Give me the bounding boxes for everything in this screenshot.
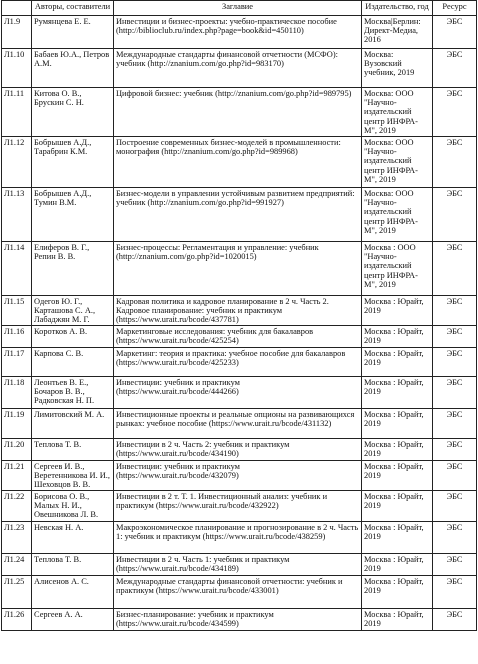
row-resource: ЭБС bbox=[433, 296, 477, 326]
row-number: Л1.25 bbox=[2, 576, 32, 609]
table-row bbox=[2, 576, 477, 609]
row-number: Л1.23 bbox=[2, 522, 32, 554]
table-row bbox=[2, 554, 477, 576]
row-authors: Лимитовский М. А. bbox=[32, 409, 114, 439]
table-row bbox=[2, 461, 477, 491]
row-publisher: Москва : ООО "Научно-издательский центр ИНФРА-М", 2019 bbox=[362, 242, 433, 296]
table-row bbox=[2, 88, 477, 137]
row-resource: ЭБС bbox=[433, 188, 477, 242]
column-header-resource: Ресурс bbox=[433, 1, 477, 16]
row-number: Л1.26 bbox=[2, 609, 32, 631]
row-title: Бизнес-планирование: учебник и практикум (https://www.urait.ru/bcode/434599) bbox=[114, 609, 362, 631]
row-title: Построение современных бизнес-моделей в промышленности: монография (http://znanium.com/go.php?id=989968) bbox=[114, 137, 362, 188]
row-publisher: Москва : Юрайт, 2019 bbox=[362, 348, 433, 377]
row-title: Международные стандарты финансовой отчетности: учебник и практикум (https://www.urait.ru/bcode/433001) bbox=[114, 576, 362, 609]
row-publisher: Москва : Юрайт, 2019 bbox=[362, 439, 433, 461]
row-number: Л1.17 bbox=[2, 348, 32, 377]
row-number: Л1.15 bbox=[2, 296, 32, 326]
table-row bbox=[2, 439, 477, 461]
row-number: Л1.13 bbox=[2, 188, 32, 242]
row-publisher: Москва : Юрайт, 2019 bbox=[362, 377, 433, 409]
row-authors: Борисова О. В., Малых Н. И., Овешникова Л. В. bbox=[32, 491, 114, 522]
row-resource: ЭБС bbox=[433, 439, 477, 461]
table-row bbox=[2, 296, 477, 326]
row-publisher: Москва : Юрайт, 2019 bbox=[362, 576, 433, 609]
row-title: Инвестиции: учебник и практикум (https://www.urait.ru/bcode/432079) bbox=[114, 461, 362, 491]
row-publisher: Москва : Юрайт, 2019 bbox=[362, 554, 433, 576]
column-header-title: Заглавие bbox=[114, 1, 362, 16]
row-resource: ЭБС bbox=[433, 491, 477, 522]
row-publisher: Москва : Юрайт, 2019 bbox=[362, 491, 433, 522]
row-authors: Китова О. В., Брускин С. Н. bbox=[32, 88, 114, 137]
row-title: Маркетинговые исследования: учебник для бакалавров (https://www.urait.ru/bcode/425254) bbox=[114, 326, 362, 348]
column-header-authors: Авторы, составители bbox=[32, 1, 114, 16]
row-authors: Алисенов А. С. bbox=[32, 576, 114, 609]
table-row bbox=[2, 188, 477, 242]
row-authors: Теплова Т. В. bbox=[32, 439, 114, 461]
row-number: Л1.10 bbox=[2, 49, 32, 88]
row-resource: ЭБС bbox=[433, 326, 477, 348]
row-resource: ЭБС bbox=[433, 88, 477, 137]
row-resource: ЭБС bbox=[433, 554, 477, 576]
row-publisher: Москва|Берлин: Директ-Медиа, 2016 bbox=[362, 16, 433, 49]
row-number: Л1.19 bbox=[2, 409, 32, 439]
table-row bbox=[2, 49, 477, 88]
row-title: Макроэкономическое планирование и прогнозирование в 2 ч. Часть 1: учебник и практикум (https://www.urait.ru/bcode/438259) bbox=[114, 522, 362, 554]
row-publisher: Москва : Юрайт, 2019 bbox=[362, 609, 433, 631]
row-resource: ЭБС bbox=[433, 461, 477, 491]
table-row bbox=[2, 326, 477, 348]
row-title: Инвестиционные проекты и реальные опционы на развивающихся рынках: учебное пособие (https://www.urait.ru/bcode/431132) bbox=[114, 409, 362, 439]
row-resource: ЭБС bbox=[433, 49, 477, 88]
row-resource: ЭБС bbox=[433, 348, 477, 377]
row-title: Инвестиции и бизнес-проекты: учебно-практическое пособие (http://biblioclub.ru/index.php?page=book&id=450110) bbox=[114, 16, 362, 49]
row-publisher: Москва : Юрайт, 2019 bbox=[362, 461, 433, 491]
table-row bbox=[2, 348, 477, 377]
table-row bbox=[2, 409, 477, 439]
row-number: Л1.24 bbox=[2, 554, 32, 576]
row-number: Л1.21 bbox=[2, 461, 32, 491]
row-authors: Сергеев И. В., Веретенникова И. И., Шеховцов В. В. bbox=[32, 461, 114, 491]
row-authors: Одегов Ю. Г., Карташова С. А., Лабаджян М. Г. bbox=[32, 296, 114, 326]
row-title: Инвестиции в 2 ч. Часть 2: учебник и практикум (https://www.urait.ru/bcode/434190) bbox=[114, 439, 362, 461]
row-authors: Елиферов В. Г., Репин В. В. bbox=[32, 242, 114, 296]
row-authors: Сергеев А. А. bbox=[32, 609, 114, 631]
row-authors: Леонтьев В. Е., Бочаров В. В., Радковская Н. П. bbox=[32, 377, 114, 409]
row-publisher: Москва : Юрайт, 2019 bbox=[362, 409, 433, 439]
table-row bbox=[2, 609, 477, 631]
row-publisher: Москва: ООО "Научно-издательский центр ИНФРА-М", 2019 bbox=[362, 188, 433, 242]
row-resource: ЭБС bbox=[433, 242, 477, 296]
table-header-row bbox=[2, 1, 477, 16]
row-number: Л1.22 bbox=[2, 491, 32, 522]
row-resource: ЭБС bbox=[433, 522, 477, 554]
row-resource: ЭБС bbox=[433, 16, 477, 49]
row-title: Цифровой бизнес: учебник (http://znanium.com/go.php?id=989795) bbox=[114, 88, 362, 137]
row-resource: ЭБС bbox=[433, 609, 477, 631]
bibliography-table bbox=[1, 0, 477, 631]
row-authors: Румянцева Е. Е. bbox=[32, 16, 114, 49]
row-resource: ЭБС bbox=[433, 137, 477, 188]
row-publisher: Москва: ООО "Научно-издательский центр ИНФРА-М", 2019 bbox=[362, 137, 433, 188]
row-number: Л1.14 bbox=[2, 242, 32, 296]
row-publisher: Москва: ООО "Научно-издательский центр ИНФРА-М", 2019 bbox=[362, 88, 433, 137]
row-authors: Карпова С. В. bbox=[32, 348, 114, 377]
bibliography-page bbox=[1, 0, 478, 631]
row-resource: ЭБС bbox=[433, 377, 477, 409]
row-number: Л1.20 bbox=[2, 439, 32, 461]
column-header-number bbox=[2, 1, 32, 16]
row-title: Бизнес-модели в управлении устойчивым развитием предприятий: учебник (http://znanium.com/go.php?id=991927) bbox=[114, 188, 362, 242]
row-title: Инвестиции в 2 т. Т. 1. Инвестиционный анализ: учебник и практикум (https://www.urait.ru/bcode/432922) bbox=[114, 491, 362, 522]
row-publisher: Москва : Юрайт, 2019 bbox=[362, 326, 433, 348]
row-number: Л1.11 bbox=[2, 88, 32, 137]
row-number: Л1.18 bbox=[2, 377, 32, 409]
column-header-publisher: Издательство, год bbox=[362, 1, 433, 16]
row-number: Л1.16 bbox=[2, 326, 32, 348]
row-publisher: Москва : Юрайт, 2019 bbox=[362, 522, 433, 554]
table-row bbox=[2, 242, 477, 296]
table-row bbox=[2, 491, 477, 522]
row-publisher: Москва : Юрайт, 2019 bbox=[362, 296, 433, 326]
row-authors: Коротков А. В. bbox=[32, 326, 114, 348]
row-title: Инвестиции в 2 ч. Часть 1: учебник и практикум (https://www.urait.ru/bcode/434189) bbox=[114, 554, 362, 576]
row-authors: Теплова Т. В. bbox=[32, 554, 114, 576]
table-row bbox=[2, 137, 477, 188]
row-title: Инвестиции: учебник и практикум (https://www.urait.ru/bcode/444266) bbox=[114, 377, 362, 409]
row-resource: ЭБС bbox=[433, 409, 477, 439]
table-row bbox=[2, 16, 477, 49]
table-row bbox=[2, 522, 477, 554]
row-authors: Бобрышев А.Д., Тарабрин К.М. bbox=[32, 137, 114, 188]
row-number: Л1.9 bbox=[2, 16, 32, 49]
row-authors: Бабаев Ю.А., Петров А.М. bbox=[32, 49, 114, 88]
row-title: Маркетинг: теория и практика: учебное пособие для бакалавров (https://www.urait.ru/bcode/425233) bbox=[114, 348, 362, 377]
row-authors: Невская Н. А. bbox=[32, 522, 114, 554]
row-publisher: Москва: Вузовский учебник, 2019 bbox=[362, 49, 433, 88]
row-title: Международные стандарты финансовой отчетности (МСФО): учебник (http://znanium.com/go.php?id=983170) bbox=[114, 49, 362, 88]
row-resource: ЭБС bbox=[433, 576, 477, 609]
table-row bbox=[2, 377, 477, 409]
row-authors: Бобрышев А.Д., Тумин В.М. bbox=[32, 188, 114, 242]
row-title: Кадровая политика и кадровое планирование в 2 ч. Часть 2. Кадровое планирование: учебник и практикум (https://www.urait.ru/bcode/437781) bbox=[114, 296, 362, 326]
row-title: Бизнес-процессы: Регламентация и управление: учебник (http://znanium.com/go.php?id=1020015) bbox=[114, 242, 362, 296]
row-number: Л1.12 bbox=[2, 137, 32, 188]
